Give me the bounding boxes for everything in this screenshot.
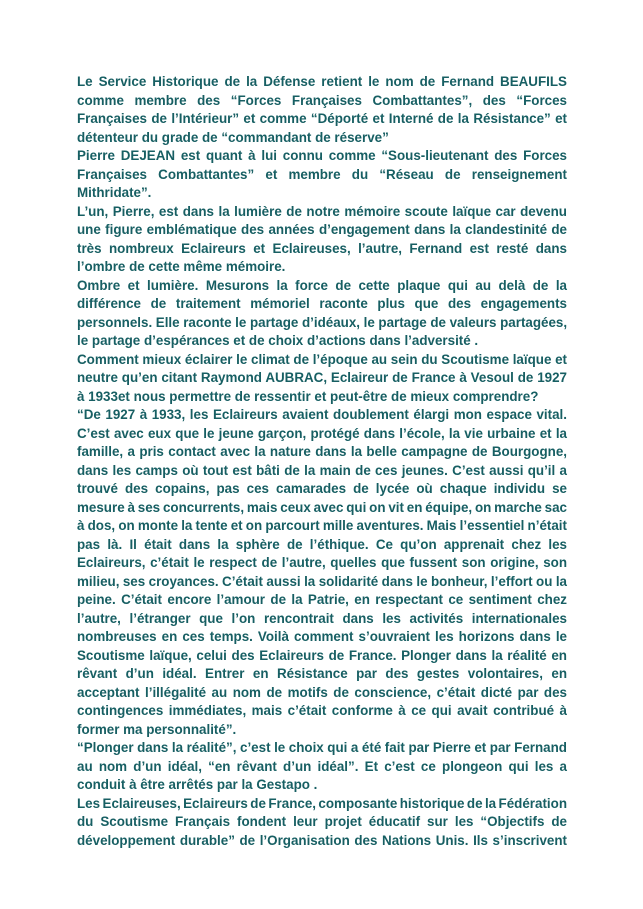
text-line: neutre qu’en citant Raymond AUBRAC, Eclaireur de France à Vesoul de 1927: [77, 370, 567, 385]
text-line: l’ombre de cette même mémoire.: [77, 259, 286, 274]
text-line: milieu, ses croyances. C’était aussi la solidarité dans le bonheur, l’effort ou la: [77, 573, 567, 589]
text-line: Françaises de l’Intérieur” et comme “Déporté et Interné de la Résistance” et: [77, 111, 567, 126]
text-line: à dos, on monte la tente et on parcourt mille aventures. Mais l’essentiel n’était: [77, 518, 567, 533]
text-line: conduit à être arrêtés par la Gestapo .: [77, 777, 318, 792]
text-line: “De 1927 à 1933, les Eclaireurs avaient doublement élargi mon espace vital.: [77, 407, 567, 422]
paragraph: [77, 277, 567, 351]
text-line: Pierre DEJEAN est quant à lui connu comme “Sous-lieutenant des Forces: [77, 148, 567, 163]
text-line: C’est avec eux que le jeune garçon, protégé dans l’école, la vie urbaine et la: [77, 425, 567, 441]
text-line: différence de traitement mémoriel raconte plus que des engagements: [77, 296, 567, 311]
text-line: trouvé des copains, pas ces camarades de lycée où chaque individu se: [77, 481, 567, 496]
text-line: acceptant l’illégalité au nom de motifs de conscience, c’était dicté par des: [77, 684, 567, 700]
text-line: développement durable” de l’Organisation des Nations Unis. Ils s’inscrivent: [77, 832, 567, 848]
text-line: Les Eclaireuses, Eclaireurs de France, composante historique de la Fédération: [77, 795, 567, 811]
paragraph: [77, 406, 567, 739]
text-line: pas là. Il était dans la sphère de l’éthique. Ce qu’on apprenait chez les: [77, 536, 567, 552]
text-line: L’un, Pierre, est dans la lumière de notre mémoire scoute laïque car devenu: [77, 203, 567, 219]
paragraph: [77, 203, 567, 277]
text-line: rêvant d’un idéal. Entrer en Résistance par des gestes volontaires, en: [77, 666, 567, 681]
text-line: Comment mieux éclairer le climat de l’époque au sein du Scoutisme laïque et: [77, 351, 567, 367]
text-line: Le Service Historique de la Défense retient le nom de Fernand BEAUFILS: [77, 74, 567, 89]
text-line: Eclaireurs, c’était le respect de l’autre, quelles que fussent son origine, son: [77, 555, 567, 570]
paragraph: [77, 147, 567, 203]
text-line: du Scoutisme Français fondent leur projet éducatif sur les “Objectifs de: [77, 814, 567, 829]
text-line: nombreuses en ces temps. Voilà comment s’ouvraient les horizons dans le: [77, 629, 567, 644]
text-line: une figure emblématique des années d’engagement dans la clandestinité de: [77, 222, 567, 237]
text-line: former ma personnalité”.: [77, 721, 237, 737]
text-line: le partage d’espérances et de choix d’actions dans l’adversité .: [77, 333, 479, 348]
text-line: l’autre, l’étranger que l’on rencontrait dans les activités internationales: [77, 610, 567, 626]
text-line: peine. C’était encore l’amour de la Patrie, en respectant ce sentiment chez: [77, 592, 567, 607]
paragraph: [77, 351, 567, 407]
text-line: à 1933et nous permettre de ressentir et peut-être de mieux comprendre?: [77, 388, 539, 404]
text-line: famille, a pris contact avec la nature dans la belle campagne de Bourgogne,: [77, 444, 567, 459]
text-line: Françaises Combattantes” et membre du “Réseau de renseignement: [77, 166, 567, 182]
paragraph: [77, 739, 567, 795]
text-line: Scoutisme laïque, celui des Eclaireurs de France. Plonger dans la réalité en: [77, 647, 567, 663]
text-line: dans les camps où tout est bâti de la main de ces jeunes. C’est aussi qu’il a: [77, 462, 567, 478]
text-line: très nombreux Eclaireurs et Eclaireuses, l’autre, Fernand est resté dans: [77, 240, 567, 256]
text-line: contingences immédiates, mais c’était conforme à ce qui avait contribué à: [77, 703, 567, 718]
paragraph: [77, 73, 567, 147]
text-line: Ombre et lumière. Mesurons la force de cette plaque qui au delà de la: [77, 277, 567, 293]
text-line: au nom d’un idéal, “en rêvant d’un idéal”. Et c’est ce plongeon qui les a: [77, 758, 567, 774]
text-line: comme membre des “Forces Françaises Combattantes”, des “Forces: [77, 92, 567, 108]
document-page: [77, 73, 567, 850]
text-line: mesure à ses concurrents, mais ceux avec qui on vit en équipe, on marche sac: [77, 499, 567, 515]
text-line: personnels. Elle raconte le partage d’idéaux, le partage de valeurs partagées,: [77, 314, 568, 330]
text-line: Mithridate”.: [77, 185, 152, 200]
text-line: détenteur du grade de “commandant de réserve”: [77, 129, 389, 145]
paragraph: [77, 795, 567, 851]
text-line: “Plonger dans la réalité”, c’est le choix qui a été fait par Pierre et par Fernand: [77, 740, 567, 755]
